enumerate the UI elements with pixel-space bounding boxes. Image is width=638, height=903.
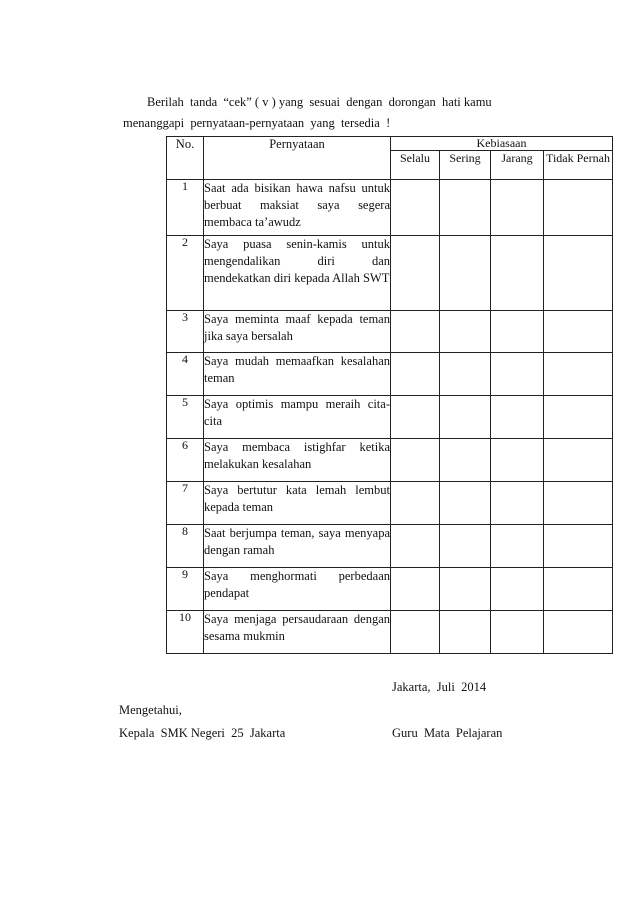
check-cell-sering[interactable]	[440, 396, 491, 439]
principal-title: Kepala SMK Negeri 25 Jakarta	[119, 726, 286, 740]
header-no: No.	[167, 137, 204, 180]
check-cell-sering[interactable]	[440, 482, 491, 525]
check-cell-selalu[interactable]	[391, 180, 440, 236]
table-body	[167, 180, 613, 654]
row-statement: Saya mudah memaafkan kesalahan teman	[204, 353, 391, 396]
check-cell-tidak-pernah[interactable]	[544, 180, 613, 236]
check-cell-selalu[interactable]	[391, 482, 440, 525]
row-statement	[204, 482, 391, 525]
row-number: 3	[167, 311, 204, 353]
check-cell-sering[interactable]	[440, 525, 491, 568]
check-cell-sering[interactable]	[440, 236, 491, 311]
check-cell-tidak-pernah[interactable]	[544, 439, 613, 482]
row-statement: Saya menjaga persaudaraan dengan sesama mukmin	[204, 611, 391, 654]
row-number: 2	[167, 236, 204, 311]
check-cell-sering[interactable]	[440, 568, 491, 611]
row-statement: Saat berjumpa teman, saya menyapa dengan ramah	[204, 525, 391, 568]
check-cell-tidak-pernah[interactable]	[544, 568, 613, 611]
check-cell-tidak-pernah[interactable]	[544, 525, 613, 568]
table-row	[167, 525, 613, 568]
table-row	[167, 236, 613, 311]
row-number: 9	[167, 568, 204, 611]
header-option-tidak-pernah: Tidak Pernah	[544, 151, 613, 180]
check-cell-tidak-pernah[interactable]	[544, 396, 613, 439]
row-statement: Saya meminta maaf kepada teman jika saya bersalah	[204, 311, 391, 353]
row-statement: Saya menghormati perbedaan pendapat	[204, 568, 391, 611]
instruction-line-2: menanggapi pernyataan-pernyataan yang tersedia !	[123, 116, 391, 130]
row-number: 1	[167, 180, 204, 236]
table-row	[167, 353, 613, 396]
row-number: 8	[167, 525, 204, 568]
row-statement: Saya puasa senin-kamis untuk mengendalikan diri dan mendekatkan diri kepada Allah SWT	[204, 236, 391, 311]
check-cell-jarang[interactable]	[491, 439, 544, 482]
header-kebiasaan: Kebiasaan	[391, 137, 613, 151]
check-cell-selalu[interactable]	[391, 311, 440, 353]
check-cell-jarang[interactable]	[491, 396, 544, 439]
table-row	[167, 311, 613, 353]
header-statement: Pernyataan	[204, 137, 391, 180]
table-row	[167, 439, 613, 482]
row-number: 4	[167, 353, 204, 396]
row-statement: Saya membaca istighfar ketika melakukan kesalahan	[204, 439, 391, 482]
check-cell-sering[interactable]	[440, 353, 491, 396]
header-option-selalu: Selalu	[391, 151, 440, 180]
check-cell-selalu[interactable]	[391, 611, 440, 654]
table-row	[167, 180, 613, 236]
row-number: 7	[167, 482, 204, 525]
check-cell-jarang[interactable]	[491, 482, 544, 525]
check-cell-selalu[interactable]	[391, 439, 440, 482]
teacher-title: Guru Mata Pelajaran	[392, 726, 503, 740]
check-cell-selalu[interactable]	[391, 568, 440, 611]
check-cell-tidak-pernah[interactable]	[544, 311, 613, 353]
check-cell-sering[interactable]	[440, 611, 491, 654]
check-cell-tidak-pernah[interactable]	[544, 611, 613, 654]
check-cell-selalu[interactable]	[391, 236, 440, 311]
table-row	[167, 396, 613, 439]
table-row	[167, 482, 613, 525]
table-row	[167, 611, 613, 654]
check-cell-jarang[interactable]	[491, 353, 544, 396]
row-statement: Saat ada bisikan hawa nafsu untuk berbuat maksiat saya segera membaca ta’awudz	[204, 180, 391, 236]
acknowledged-label: Mengetahui,	[119, 703, 182, 717]
row-number: 10	[167, 611, 204, 654]
check-cell-tidak-pernah[interactable]	[544, 236, 613, 311]
table-row	[167, 568, 613, 611]
check-cell-jarang[interactable]	[491, 180, 544, 236]
header-option-jarang: Jarang	[491, 151, 544, 180]
check-cell-jarang[interactable]	[491, 568, 544, 611]
check-cell-sering[interactable]	[440, 311, 491, 353]
row-statement: Saya optimis mampu meraih cita-cita	[204, 396, 391, 439]
check-cell-jarang[interactable]	[491, 311, 544, 353]
instruction-text	[123, 92, 547, 134]
check-cell-sering[interactable]	[440, 180, 491, 236]
check-cell-tidak-pernah[interactable]	[544, 353, 613, 396]
row-number: 6	[167, 439, 204, 482]
row-number: 5	[167, 396, 204, 439]
header-row	[167, 137, 613, 151]
check-cell-jarang[interactable]	[491, 236, 544, 311]
statement-part-1: Saya bertutur kata lemah lembut kepada teman	[204, 483, 390, 514]
header-option-sering: Sering	[440, 151, 491, 180]
check-cell-jarang[interactable]	[491, 525, 544, 568]
check-cell-selalu[interactable]	[391, 396, 440, 439]
questionnaire-table	[166, 136, 613, 654]
place-date: Jakarta, Juli 2014	[392, 680, 487, 694]
check-cell-selalu[interactable]	[391, 353, 440, 396]
instruction-line-1: Berilah tanda “cek” ( v ) yang sesuai dengan dorongan hati kamu	[147, 95, 492, 109]
check-cell-jarang[interactable]	[491, 611, 544, 654]
check-cell-selalu[interactable]	[391, 525, 440, 568]
check-cell-tidak-pernah[interactable]	[544, 482, 613, 525]
check-cell-sering[interactable]	[440, 439, 491, 482]
